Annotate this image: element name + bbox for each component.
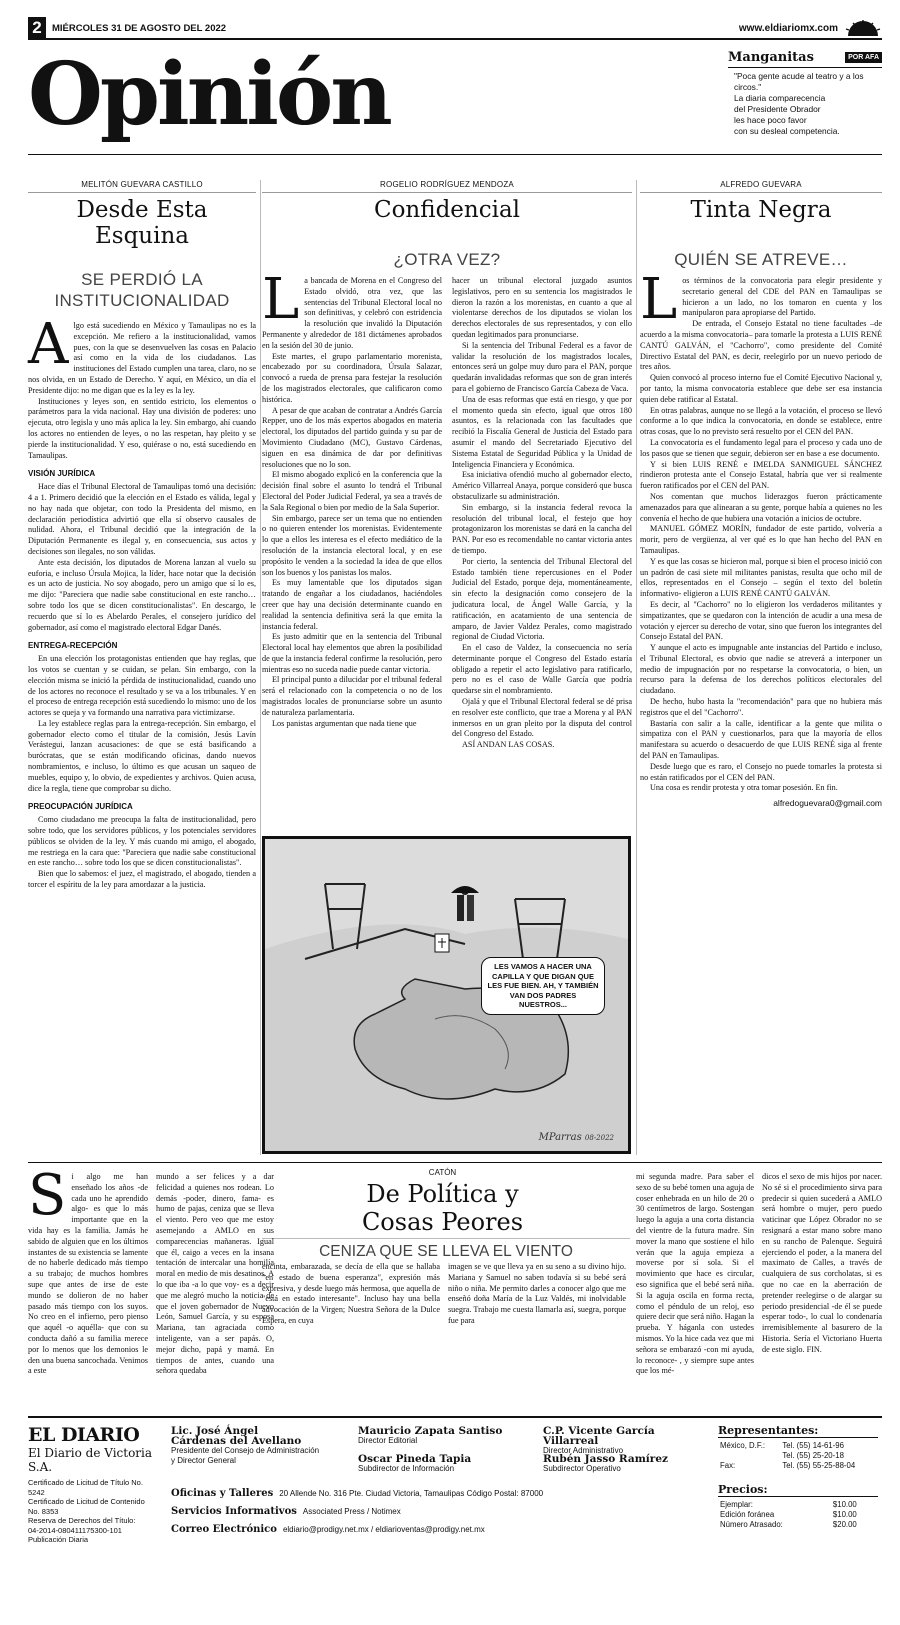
reps-table: México, D.F.: Tel. (55) 14-61-96 Tel. (55) 25-20-18 Fax: Tel. (55) 55-25-88-04	[720, 1441, 856, 1470]
article-kicker: CENIZA QUE SE LLEVA EL VIENTO	[262, 1238, 630, 1261]
publisher-brand	[28, 1424, 158, 1545]
drop-cap: S	[28, 1163, 67, 1228]
news-services-row: Servicios Informativos Associated Press / Notimex	[171, 1506, 401, 1517]
staff-admin: C.P. Vicente García Villarreal Director Administrativo	[543, 1425, 655, 1455]
contact-emails[interactable]: eldiario@prodigy.net.mx / eldiarioventas@prodigy.net.mx	[282, 1525, 485, 1534]
section-heading: ENTREGA-RECEPCIÓN	[28, 641, 118, 651]
prices-title: Precios:	[718, 1483, 878, 1497]
manganitas-title: Manganitas	[728, 50, 814, 65]
caton-col-3: encinta, embarazada, se decía de ella que se hallaba "en estado de buena esperanza", expresión más expresiva, y desde luego más hermosa, que aquella de "está en estado interesante". Incluso hay una bella advocación de la Virgen; Nuestra Señora de la Dulce Espera, en cuya	[262, 1262, 440, 1325]
article-body: La bancada de Morena en el Congreso del Estado olvidó, otra vez, que las sentencias del Tribunal Electoral local no son definitivas, y celebró con estridencia la resolución que invalidó la Diputación Permanente y alrededor de 181 dictámenes aprobados en la sesión del 30 de junio. Este martes, el grupo parlamentario morenista, encabezado por su coordinadora, Úrsula Salazar, convocó a rueda de prensa para festejar la resolución de los magistrados electorales, que calificaron como histórica. A pesar de que acaban de contratar a Andrés García Repper, uno de los más expertos abogados en materia electoral, los diputados del partido guinda y su par de Movimiento Ciudadano (MC), Gustavo Cárdenas, siguen en esa dinámica de dar por definitivas resoluciones que no lo son. El mismo abogado explicó en la conferencia que la decisión final sobre el asunto lo tendrá el Tribunal Electoral del Poder Judicial Federal, ya sea a través de la Sala Regional o bien por medio de la Sala Superior. Sin embargo, parece ser un tema que no entienden o no quieren entender los morenistas. Evidentemente lo que a ellos les interesa es el efecto mediático de la resolución de la instancia electoral local, y en ese propósito le venden a la sociedad la idea de que ellos son los buenos y los panistas los malos. Es muy lamentable que los diputados sigan tratando de engañar a los ciudadanos, haciéndoles creer que hay una decisión determinante cuando en realidad la sentencia definitiva será la que emita la instancia federal. Es justo admitir que en la sentencia del Tribunal Electoral local hay elementos que abren la posibilidad de que la instancia federal confirme la resolución, pero mientras eso no suceda nadie puede cantar victoria. El principal punto a dilucidar por el tribunal federal será el relacionado con la competencia o no de los magistrados locales de pronunciarse sobre un asunto de naturaleza parlamentaria. Los panistas argumentan que nada tiene que hacer un tribunal electoral juzgado asuntos legislativos, pero en su sentencia los magistrados le dieron la razón a los morenistas, en cuanto a que al violentarse derechos de los diputados se violan los derechos electorales de sus representados, y con ello quedan legitimados para pronunciarse. Si la sentencia del Tribunal Federal es a favor de validar la resolución de los magistrados locales, entonces será un golpe muy duro para el PAN, porque quedarán invalidadas reformas que son de gran interés para el gobierno de Francisco García Cabeza de Vaca. Una de esas reformas que está en riesgo, y que por el momento queda sin efecto, igual que otros 180 asuntos, es la relacionada con las facultades que recibió la Fiscalía General de Justicia del Estado para asumir el mando del Secretariado Ejecutivo del Sistema Estatal de Seguridad Pública y la Unidad de Inteligencia Financiera y Económica. Esa iniciativa ofendió mucho al gobernador electo, Américo Villarreal Anaya, porque consideró que busca obstaculizarle su administración. Sin embargo, si la instancia federal revoca la resolución del tribunal local, el festejo que hoy protagonizaron los morenistas se dará en la cancha del PAN. Por eso es recomendable no cantar victoria antes de tiempo. Por cierto, la sentencia del Tribunal Electoral del Estado también tiene repercusiones en el Poder Judicial del Estado, porque deja, momentáneamente, sin efecto la designación como consejero de la judicatura local, de Ángel Walle García, y la ratificación, en acatamiento de una sentencia de amparo, de Javier Valdez Perales, como magistrado regional de Ciudad Victoria. En el caso de Valdez, la consecuencia no sería determinante porque el Congreso del Estado estaría obligado a repetir el acto legislativo para ratificarlo, pero no es el caso de Walle García que podría quedarse sin el nombramiento. Ojalá y que el Tribunal Electoral federal se dé prisa en resolver este conflicto, que trae a Morena y al PAN inmersos en un gran pleito por la disputa del control del Congreso del Estado. ASÍ ANDAN LAS COSAS.	[262, 267, 632, 750]
column-title: De Política y Cosas Peores	[361, 1180, 524, 1236]
section-heading: PREOCUPACIÓN JURÍDICA	[28, 802, 133, 812]
manganitas-badge: POR AFA	[845, 52, 882, 63]
column-divider	[636, 180, 637, 1155]
column-title: Tinta Negra	[690, 197, 832, 223]
manganitas-verse: "Poca gente acude al teatro y a los circos." La diaria comparecencia del Presidente Obrador les hace poco favor con su desleal competencia.	[734, 71, 864, 136]
sun-logo-icon	[844, 19, 882, 37]
staff-director: Lic. José Ángel Cárdenas del Avellano Presidente del Consejo de Administración y Director General	[171, 1425, 320, 1465]
column-divider	[260, 180, 261, 1155]
article-kicker: SE PERDIÓ LA INSTITUCIONALIDAD	[54, 270, 230, 310]
column-confidencial	[262, 180, 632, 751]
reps-title: Representantes:	[718, 1424, 878, 1438]
cartoonist-signature: MParras 08-2022	[538, 1132, 614, 1143]
column-desde-esta-esquina	[28, 180, 256, 891]
article-kicker: QUIÉN SE ATREVE…	[674, 250, 848, 269]
email-row: Correo Electrónico eldiario@prodigy.net.mx / eldiarioventas@prodigy.net.mx	[171, 1524, 485, 1535]
page-number: 2	[28, 17, 46, 39]
publisher-footer	[28, 1416, 882, 1606]
prices-table: Ejemplar: $10.00 Edición foránea $10.00 Número Atrasado: $20.00	[720, 1500, 857, 1529]
article-body: Algo está sucediendo en México y Tamaulipas no es la excepción. Me refiero a la institucionalidad, vamos pues, con la que se desenvuelven las cosas en Palacio así como en la vida de los ciudadanos. Las instituciones del Estado cumplen una tarea, claro, no se nos olvida, en un Estado de Derecho. Y aquí, en México, un día el Presidente dijo: no me digan que es la ley es la ley. Instituciones y leyes son, en sentido estricto, los elementos o parámetros para la vida nacional. Hay una división de poderes: uno ejecuta, otro legisla y uno más aplica la ley. Sin embargo, ahí cuando los actores no entienden de leyes, o no las respetan, hay pleito y se pierde la institucionalidad. Y eso, quiérase o no, está sucediendo en Tamaulipas. VISIÓN JURÍDICA Hace días el Tribunal Electoral de Tamaulipas tomó una decisión: 4 a 1. Primero decidió que la elección en el Estado es válida, legal y no hay nada que objetar, con todo la Presidenta del mismo, en declaración periodística advirtió que ella sí observo causales de nulidad. Ahora, el Tribunal decidió que la integración de la Diputación Permanente es ilegal y, en consecuencia, sus actos y decisiones son ilegales, no son válidas. Ante esta decisión, los diputados de Morena lanzan al vuelo su euforia, e incluso Úrsula Mojica, la líder, hace notar que la decisión es un acto de justicia. No soy abogado, pero un amigo que sí lo es, me dijo: "Pareciera que nadie sabe constitucional en este rancho… sobre todo los que se dicen constitucionalistas". En descargo, le recuerdo que sí lo es Abelardo Perales, el consejero jurídico del gobernador, así como el magistrado electoral Edgar Danés. ENTREGA-RECEPCIÓN En una elección los protagonistas entienden que hay reglas, que los votos se cuentan y se cuidan, se pelan. Sin embargo, con la elección misma se inició la pérdida de institucionalidad, cuando uno de los actores no reconoce el resultado y se va a los tribunales. Y en el proceso de entrega recepción está sucediendo lo mismo: uno de los actores se queja y va formando una narrativa para victimizarse. La ley establece reglas para la entrega-recepción. Sin embargo, el gobernador electo como el titular de la comisión, Jesús Lavín Verástegui, lanzan acusaciones: de que se está basificando a burócratas, que se están modificando oficinas, dando nuevos nombramientos, e incluso, lo último es que acusan un saqueo de muebles, equipo y, lo obvio, de expedientes y archivos. Quien acusa, dice la regla, tiene que comprobar su dicho. PREOCUPACIÓN JURÍDICA Como ciudadano me preocupa la falta de institucionalidad, pero sobre todo, que los servidores públicos, y los potenciales servidores públicos se olviden de la ley. Y más cuando mi amigo, el abogado, me restriega en la cara que: "Pareciera que nadie sabe constitucional en este rancho… sobre todo los que se dicen constitucionalistas". Bien que lo sabemos: el juez, el magistrado, el abogado, tienden a torcer el espíritu de la ley para amordazar a la justicia.	[28, 312, 256, 890]
editorial-cartoon	[262, 836, 631, 1154]
top-bar	[28, 18, 882, 40]
column-title: Confidencial	[373, 197, 521, 223]
newspaper-logo: EL DIARIO	[28, 1424, 140, 1446]
article-body: Los términos de la convocatoria para elegir presidente y secretario general del CDE del PAN en Tamaulipas se hicieron a un lado, no los tomaron en cuenta y los manipularon para apropiarse del Partido. De entrada, el Consejo Estatal no tiene facultades –de acuerdo a la misma convocatoria– para tomarle la protesta a LUIS RENÉ CANTÚ GALVÁN, el "Cachorro", como presidente del Comité Directivo Estatal del PAN, es decir, reelegirlo por un nuevo periodo de tres años. Quien convocó al proceso interno fue el Comité Ejecutivo Nacional y, por tanto, la misma convocatoria establece que debe ser esa instancia quien debe ratificar al Estatal. En otras palabras, aunque no se llegó a la votación, el proceso se llevó conforme a lo que indica la convocatoria, en donde se establece, entre otras cosas, que lo no previsto será resuelto por el CEN del PAN. La convocatoria es el fundamento legal para el proceso y cada uno de los pasos que se tienen que seguir, debieron ser en base a ese documento. Y si bien LUIS RENÉ e IMELDA SANMIGUEL SÁNCHEZ rindieron protesta ante el Consejo Estatal, habría que ver si realmente fueron ratificados por el CEN del PAN. Nos comentan que muchos liderazgos fueron prácticamente amenazados para que alinearan a su gente, porque había a quienes no les convenía el hecho de que hubiera una votación a inicios de octubre. MANUEL GÓMEZ MORÍN, fundador de este partido, volvería a morir, pero de vergüenza, al ver qué es lo que han hecho del PAN en Tamaulipas. Y es que las cosas se hicieron mal, porque si bien el proceso inició con un padrón de casi siete mil militantes panistas, resulta que ocho mil de ellos, representados en el Consejo – según el texto del boletín informativo- eligieron a LUIS RENÉ CANTÚ GALVÁN. Es decir, al "Cachorro" no lo eligieron los verdaderos militantes y simpatizantes, que se quedaron con la intención de acudir a una mesa de votación y ejercer su derecho de votar, sino que fueron los integrantes del Consejo Estatal del PAN. Y aunque el acto es impugnable ante instancias del Partido e incluso, el Tribunal Electoral, es obvio que nadie se atreverá a interponer un medio de impugnación por no respetarse la convocatoria, o bien, un recurso para la defensa de los derechos políticos electorales del ciudadano. De hecho, hubo hasta la "recomendación" para que no hubiera más registros que el del "Cachorro". Bastaría con salir a la calle, identificar a la gente que milita o simpatiza con el PAN y cuestionarlos, para que la mayoría de ellos manifestara su acuerdo o desacuerdo de que LUIS RENÉ siga al frente del PAN en Tamaulipas. Desde luego que es raro, el Consejo no puede tomarles la protesta si no están ratificados por el CEN del PAN. Una cosa es rendir protesta y otra tomar posesión. En fin.	[640, 267, 882, 793]
legal-info: Certificado de Licitud de Título No. 5242 Certificado de Licitud de Contenido No. 8353 Reserva de Derechos del Título: 04-2014-080411175300-101 Publicación Diaria	[28, 1478, 145, 1544]
caton-col-5: mi segunda madre. Para saber el sexo de su bebé tomen una aguja de coser enhebrada en un hilo de 20 o 30 centímetros de largo. Sostengan luego la aguja a una corta distancia del vientre de la futura madre. Sin mover la mano que sostiene el hilo verán que la aguja empieza a moverse por sí sola. Si el movimiento que hace es circular, eso significa que el bebé será niña. Si la aguja oscila en forma recta, como el péndulo de un reloj, eso quiere decir que será niño. Hagan la prueba. Y háganla con ustedes mismos. Yo la hice cada vez que mi señora se embarazó -con mi ayuda, lo reconoce- , y siempre supe antes que los mé-	[636, 1172, 754, 1376]
manganitas-box	[728, 50, 882, 137]
caton-col-1: Si algo me han enseñado los años -de cada uno he aprendido algo- es que lo más importante que en la vida hay es la familia. Jamás he sabido de alguien que en los últimos instantes de su existencia se lamente de no haberle dedicado más tiempo a su trabajo; de muchos hombres supe que antes de irse de este mundo se dolieron de no haber pasado más tiempo con los suyos. No creo en el infierno, pero pienso que aquél -o aquélla- que con su conducta dañó a su familia merece por lo menos que los demonios le den una buena sancochada. Venimos a este	[28, 1163, 148, 1376]
column-tinta-negra	[640, 180, 882, 808]
section-masthead: Opinión	[28, 44, 390, 145]
section-heading: VISIÓN JURÍDICA	[28, 469, 96, 479]
caton-col-6: dicos el sexo de mis hijos por nacer. No sé si el procedimiento sirva para predecir si quien sucederá a AMLO será hombre o mujer, pero puedo vaticinar que López Obrador no se resignará a estar mano sobre mano en su rancho de Palenque. Seguirá ejerciendo el poder, a la manera del maximato de Calles, a través de cualquiera de sus corcholatas, si es que no cae en la aberración de pretender reelegirse o de alargar su periodo presidencial -de él se puede esperar todo-, lo cual lo condenaría irremisiblemente al basurero de la Historia. Sería el Victoriano Huerta de este siglo. FIN.	[762, 1172, 882, 1354]
header-divider	[28, 154, 882, 155]
issue-date: MIÉRCOLES 31 DE AGOSTO DEL 2022	[52, 22, 227, 34]
speech-bubble: LES VAMOS A HACER UNA CAPILLA Y QUE DIGAN QUE LES FUE BIEN. AH, Y TAMBIÉN VAN DOS PADRES NUESTROS...	[481, 957, 605, 1015]
offices-row: Oficinas y Talleres 20 Allende No. 316 Pte. Ciudad Victoria, Tamaulipas Código Postal: 87000	[171, 1488, 544, 1499]
staff-ops: Rubén Jasso Ramírez Subdirector Operativo	[543, 1453, 668, 1473]
company-name: El Diario de Victoria S.A.	[28, 1446, 153, 1474]
author-byline: ROGELIO RODRÍGUEZ MENDOZA	[262, 180, 632, 193]
author-byline: CATÓN	[428, 1168, 457, 1177]
author-byline: MELITÓN GUEVARA CASTILLO	[28, 180, 256, 193]
caton-col-2: mundo a ser felices y a dar felicidad a quienes nos rodean. Lo demás -poder, dinero, fama- es humo de pajas, ceniza que se lleva el viento. Pero veo que me estoy asemejando a AMLO en sus comparecencias mañaneras. Igual que él, caigo a veces en la insana tentación de intercalar una homilía moral en medio de mis desatinos. A lo que iba -a lo que voy- es a decir que me alegró mucho la noticia de que el joven gobernador de Nuevo León, Samuel García, y su esposa Mariana, tan agraciada como inteligente, van a ser papás. O, mejor dicho, papá y mamá. En tiempos de antes, cuando una señora quedaba	[156, 1172, 274, 1376]
article-kicker: ¿OTRA VEZ?	[393, 250, 501, 269]
column-title: Desde Esta Esquina	[76, 197, 208, 249]
site-url[interactable]: www.eldiariomx.com	[738, 22, 838, 34]
author-byline: ALFREDO GUEVARA	[640, 180, 882, 193]
staff-info: Oscar Pineda Tapia Subdirector de Información	[358, 1453, 472, 1473]
drop-cap: A	[28, 312, 69, 377]
author-email[interactable]: alfredoguevara0@gmail.com	[773, 798, 882, 809]
caton-col-4: imagen se ve que lleva ya en su seno a su divino hijo. Mariana y Samuel no saben todavía si su bebé será niño o niña. Me permito darles a conocer algo que me enseñó doña María de la Luz Valdés, mi inolvidable suegra. Trabajo me cuesta llamarla así, suegra, porque fue para	[448, 1262, 626, 1325]
drop-cap: L	[262, 267, 300, 332]
drop-cap: L	[640, 267, 678, 332]
staff-editor: Mauricio Zapata Santiso Director Editorial	[358, 1425, 503, 1445]
representatives-box	[718, 1424, 878, 1530]
lower-divider	[28, 1162, 882, 1163]
